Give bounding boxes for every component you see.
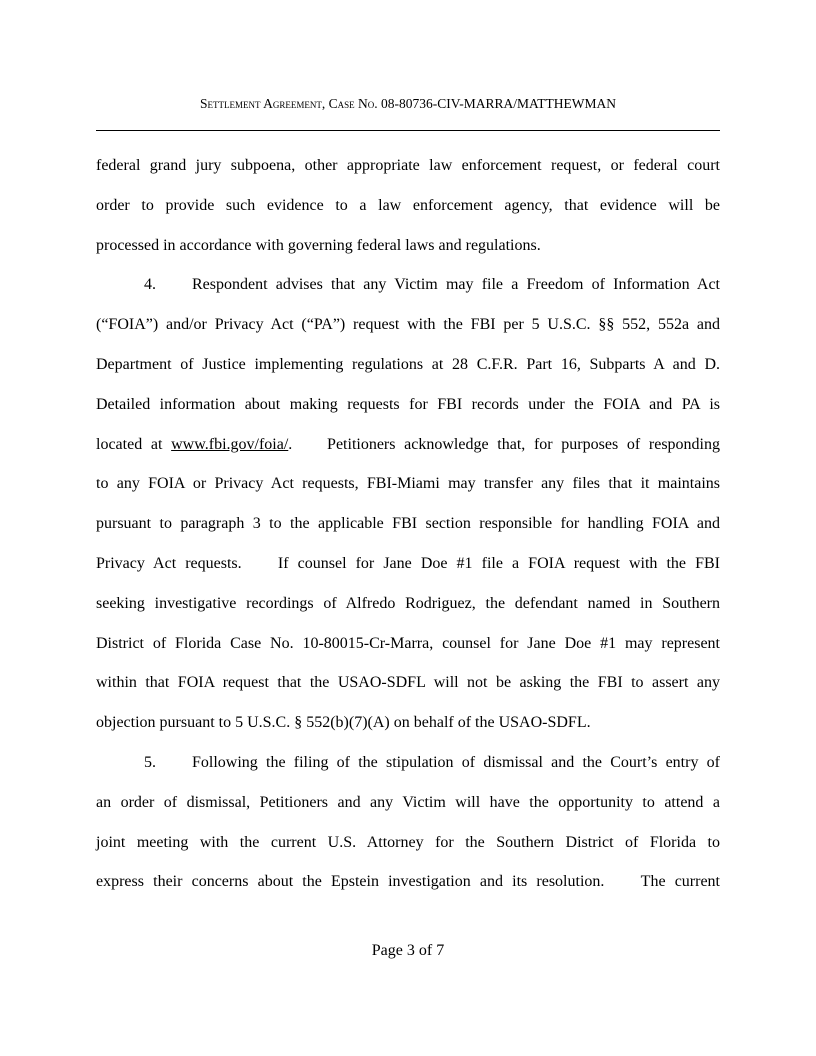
- paragraph-number: 5.: [144, 753, 156, 771]
- text-line: Department of Justice implementing regulations at 28 C.F.R. Part 16, Subparts A and D.: [96, 355, 720, 373]
- text-line: within that FOIA request that the USAO-SDFL will not be asking the FBI to assert any: [96, 674, 720, 692]
- text-line: objection pursuant to 5 U.S.C. § 552(b)(7)(A) on behalf of the USAO-SDFL.: [96, 714, 591, 732]
- running-header: [96, 96, 720, 112]
- text-line: District of Florida Case No. 10-80015-Cr-Marra, counsel for Jane Doe #1 may represent: [96, 634, 720, 652]
- text-line: an order of dismissal, Petitioners and any Victim will have the opportunity to attend a: [96, 793, 720, 811]
- text-line: joint meeting with the current U.S. Attorney for the Southern District of Florida to: [96, 833, 720, 851]
- text-segment: Respondent advises that any Victim may file a Freedom of Information Act: [192, 276, 720, 294]
- text-segment: located at: [96, 435, 172, 453]
- header-case-number: 08-80736-CIV-MARRA/MATTHEWMAN: [381, 96, 617, 111]
- text-line: pursuant to paragraph 3 to the applicable FBI section responsible for handling FOIA and: [96, 515, 720, 533]
- paragraph-number: 4.: [144, 276, 156, 294]
- text-line: Privacy Act requests. If counsel for Jane Doe #1 file a FOIA request with the FBI: [96, 554, 720, 572]
- text-line: order to provide such evidence to a law enforcement agency, that evidence will be: [96, 196, 720, 214]
- header-word-no: No.: [358, 96, 378, 111]
- text-line: to any FOIA or Privacy Act requests, FBI-Miami may transfer any files that it maintains: [96, 475, 720, 493]
- text-line: processed in accordance with governing federal laws and regulations.: [96, 236, 541, 254]
- header-rule: [96, 130, 720, 131]
- header-word-agreement: Agreement,: [263, 96, 326, 111]
- document-body: [96, 146, 720, 902]
- text-line: seeking investigative recordings of Alfredo Rodriguez, the defendant named in Southern: [96, 594, 720, 612]
- text-segment: Following the filing of the stipulation of dismissal and the Court’s entry of: [192, 753, 720, 771]
- paragraph-continued: [96, 146, 720, 265]
- text-segment: . Petitioners acknowledge that, for purposes of responding: [288, 435, 720, 453]
- text-line: (“FOIA”) and/or Privacy Act (“PA”) request with the FBI per 5 U.S.C. §§ 552, 552a and: [96, 316, 720, 334]
- header-word-case: Case: [328, 96, 355, 111]
- page-number: Page 3 of 7: [371, 942, 445, 959]
- text-line: [96, 265, 720, 305]
- text-line: Detailed information about making requests for FBI records under the FOIA and PA is: [96, 395, 720, 413]
- header-word-settlement: Settlement: [199, 96, 261, 111]
- text-line: express their concerns about the Epstein investigation and its resolution. The current: [96, 873, 720, 891]
- foia-link[interactable]: www.fbi.gov/foia/: [171, 435, 289, 453]
- text-line: [96, 743, 720, 783]
- text-line: federal grand jury subpoena, other appropriate law enforcement request, or federal court: [96, 157, 720, 174]
- paragraph-5: [96, 743, 720, 902]
- paragraph-4: [96, 265, 720, 743]
- text-line: [96, 425, 720, 465]
